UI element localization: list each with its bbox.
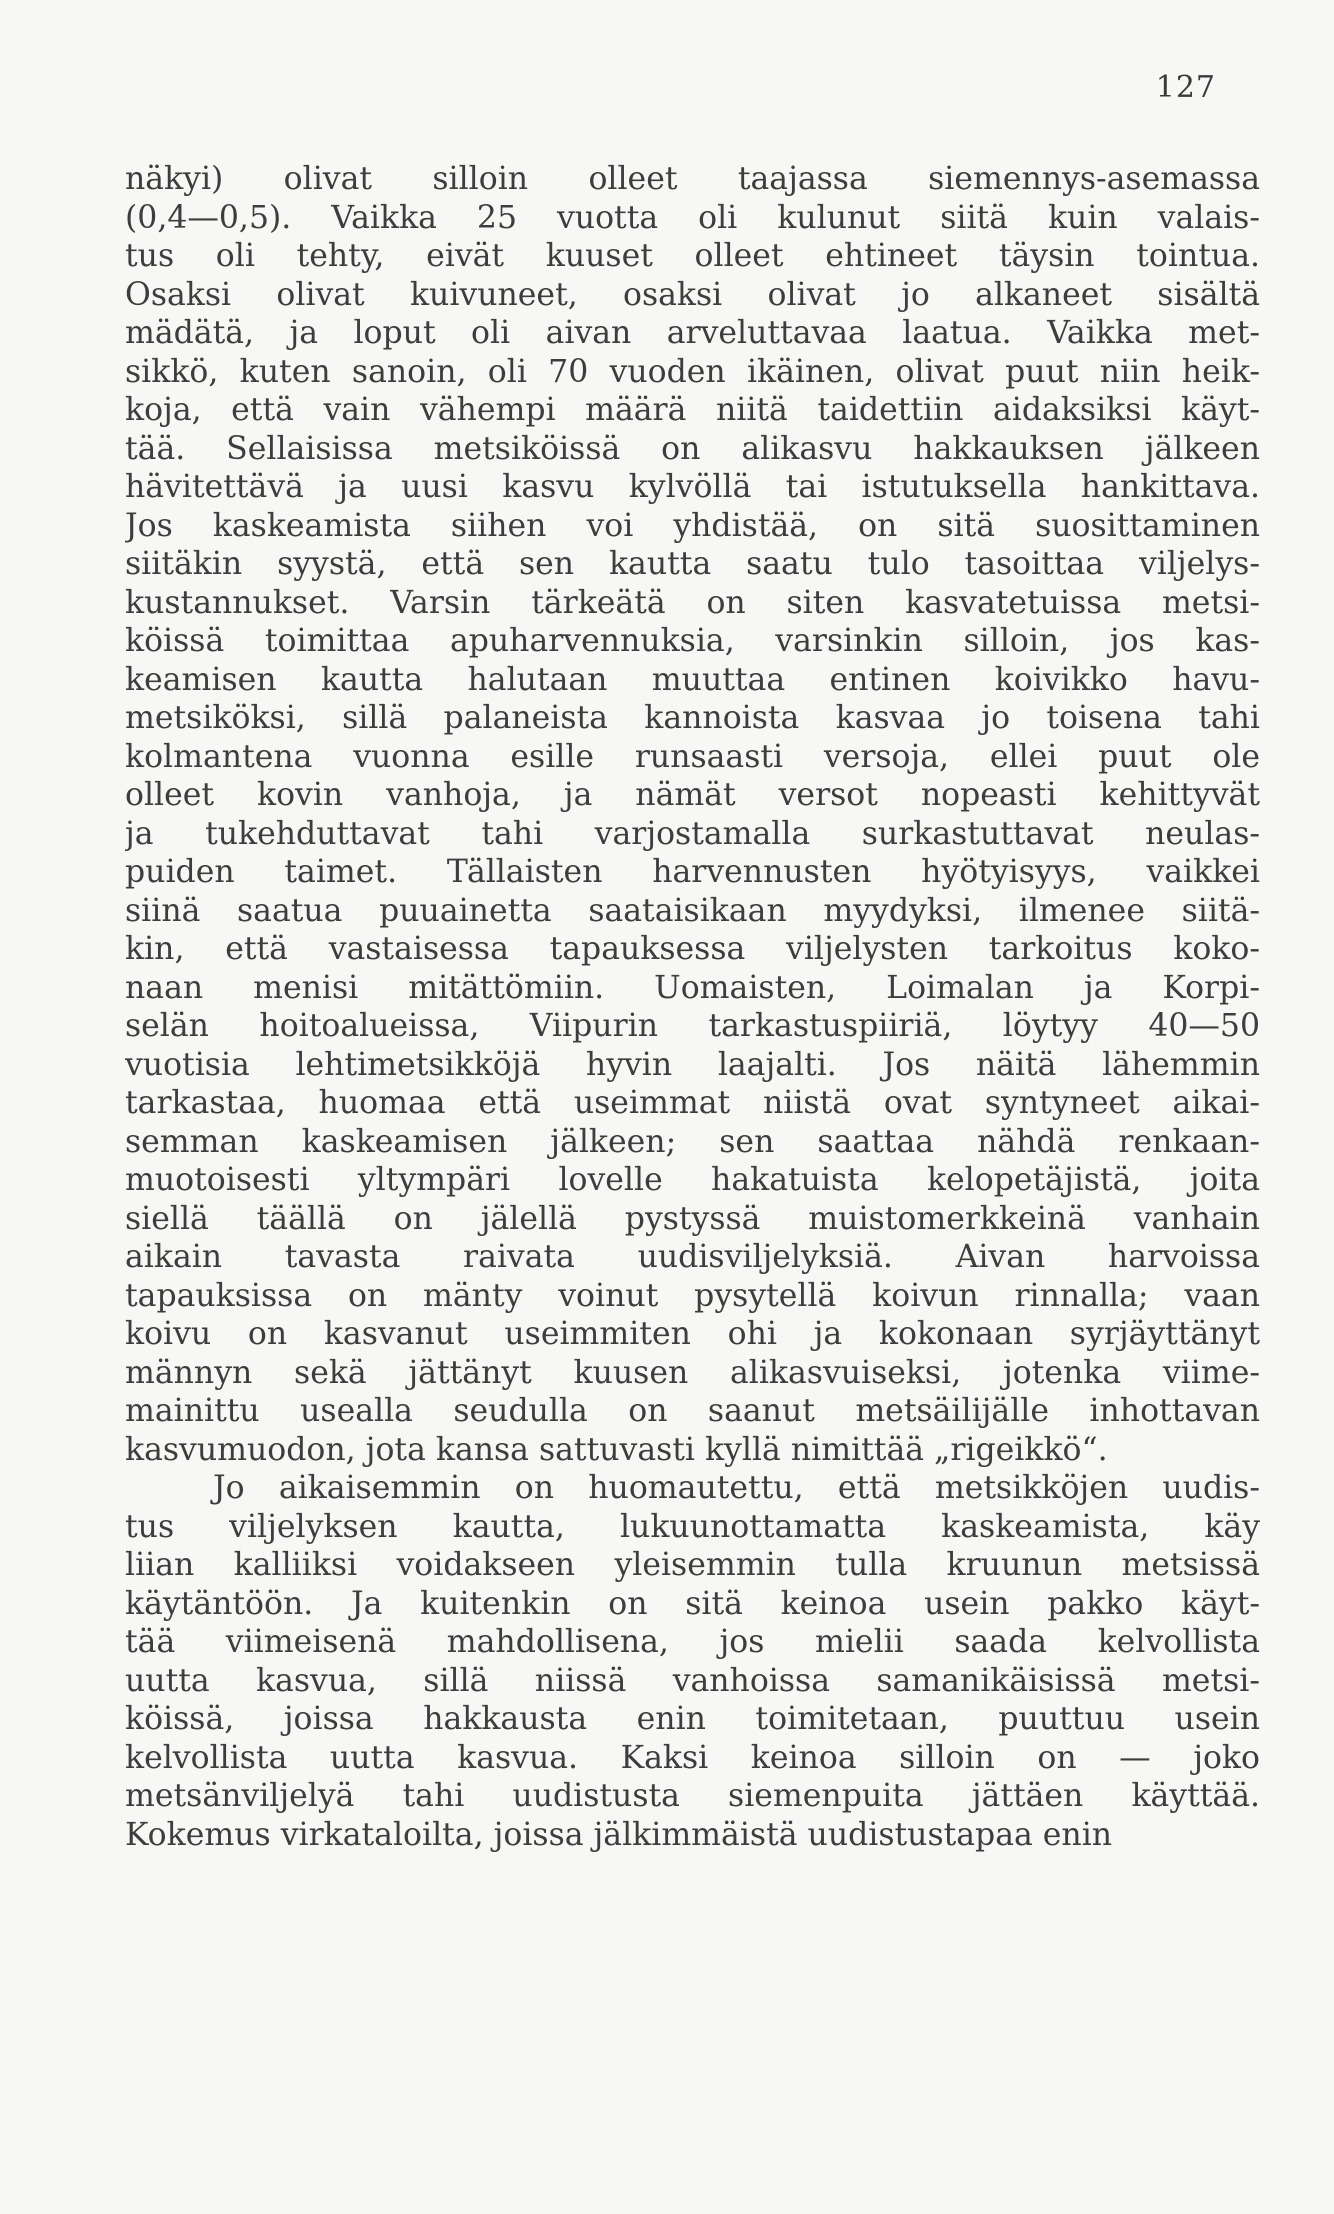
- text-line: koivu on kasvanut useimmiten ohi ja kokonaan syrjäyttänyt: [125, 1316, 1260, 1352]
- text-line: liian kalliiksi voidakseen yleisemmin tulla kruunun metsissä: [125, 1547, 1260, 1583]
- text-line: naan menisi mitättömiin. Uomaisten, Loimalan ja Korpi-: [125, 969, 1260, 1006]
- text-line: uutta kasvua, sillä niissä vanhoissa samanikäisissä metsi-: [125, 1662, 1260, 1699]
- text-line: tus oli tehty, eivät kuuset olleet ehtineet täysin tointua.: [125, 238, 1260, 274]
- paragraph-1: [125, 160, 1260, 1469]
- text-line: metsiköksi, sillä palaneista kannoista kasvaa jo toisena tahi: [125, 700, 1260, 736]
- text-line: männyn sekä jättänyt kuusen alikasvuiseksi, jotenka viime-: [125, 1354, 1260, 1391]
- text-line: köissä, joissa hakkausta enin toimitetaan, puuttuu usein: [125, 1701, 1260, 1737]
- text-line: tarkastaa, huomaa että useimmat niistä ovat syntyneet aikai-: [125, 1085, 1260, 1121]
- text-line: kelvollista uutta kasvua. Kaksi keinoa silloin on — joko: [125, 1739, 1260, 1776]
- text-line: olleet kovin vanhoja, ja nämät versot nopeasti kehittyvät: [125, 777, 1260, 813]
- text-line: käytäntöön. Ja kuitenkin on sitä keinoa usein pakko käyt-: [125, 1585, 1260, 1622]
- text-line: tapauksissa on mänty voinut pysytellä koivun rinnalla; vaan: [125, 1277, 1260, 1314]
- text-line: semman kaskeamisen jälkeen; sen saattaa nähdä renkaan-: [125, 1123, 1260, 1160]
- text-line: siitäkin syystä, että sen kautta saatu tulo tasoittaa viljelys-: [125, 546, 1260, 582]
- text-line: aikain tavasta raivata uudisviljelyksiä. Aivan harvoissa: [125, 1239, 1260, 1275]
- text-line: vuotisia lehtimetsikköjä hyvin laajalti. Jos näitä lähemmin: [125, 1046, 1260, 1083]
- text-line: Jos kaskeamista siihen voi yhdistää, on sitä suosittaminen: [125, 507, 1260, 544]
- text-line: mädätä, ja loput oli aivan arveluttavaa laatua. Vaikka met-: [125, 315, 1260, 351]
- text-line: hävitettävä ja uusi kasvu kylvöllä tai istutuksella hankittava.: [125, 469, 1260, 505]
- text-line: puiden taimet. Tällaisten harvennusten hyötyisyys, vaikkei: [125, 854, 1260, 890]
- text-line: Jo aikaisemmin on huomautettu, että metsikköjen uudis-: [213, 1470, 1260, 1506]
- text-line: metsänviljelyä tahi uudistusta siemenpuita jättäen käyttää.: [125, 1778, 1260, 1814]
- text-line: kustannukset. Varsin tärkeätä on siten kasvatetuissa metsi-: [125, 584, 1260, 621]
- paragraph-2: [125, 1469, 1260, 1854]
- text-line: siellä täällä on jälellä pystyssä muistomerkkeinä vanhain: [125, 1200, 1260, 1237]
- text-line: kin, että vastaisessa tapauksessa viljelysten tarkoitus koko-: [125, 931, 1260, 967]
- text-line: Kokemus virkataloilta, joissa jälkimmäistä uudistustapaa enin: [125, 1816, 1113, 1853]
- text-line: sikkö, kuten sanoin, oli 70 vuoden ikäinen, olivat puut niin heik-: [125, 353, 1260, 390]
- text-line: näkyi) olivat silloin olleet taajassa siemennys-asemassa: [125, 161, 1260, 197]
- text-line: ja tukehduttavat tahi varjostamalla surkastuttavat neulas-: [125, 815, 1260, 852]
- text-line: (0,4—0,5). Vaikka 25 vuotta oli kulunut siitä kuin valais-: [125, 199, 1260, 236]
- text-line: tus viljelyksen kautta, lukuunottamatta kaskeamista, käy: [125, 1508, 1260, 1545]
- text-line: koja, että vain vähempi määrä niitä taidettiin aidaksiksi käyt-: [125, 392, 1260, 428]
- page-number: 127: [1155, 70, 1216, 105]
- text-line: kolmantena vuonna esille runsaasti versoja, ellei puut ole: [125, 738, 1260, 775]
- text-line: keamisen kautta halutaan muuttaa entinen koivikko havu-: [125, 661, 1260, 698]
- text-line: tää. Sellaisissa metsiköissä on alikasvu hakkauksen jälkeen: [125, 430, 1260, 467]
- text-line: köissä toimittaa apuharvennuksia, varsinkin silloin, jos kas-: [125, 623, 1260, 659]
- text-line: mainittu usealla seudulla on saanut metsäilijälle inhottavan: [125, 1393, 1260, 1429]
- text-line: Osaksi olivat kuivuneet, osaksi olivat jo alkaneet sisältä: [125, 276, 1260, 313]
- text-line: tää viimeisenä mahdollisena, jos mielii saada kelvollista: [125, 1624, 1260, 1660]
- text-line: selän hoitoalueissa, Viipurin tarkastuspiiriä, löytyy 40—50: [125, 1008, 1260, 1044]
- body-text: [125, 160, 1260, 1854]
- text-line: kasvumuodon, jota kansa sattuvasti kyllä nimittää „rigeikkö“.: [125, 1431, 1108, 1468]
- text-line: siinä saatua puuainetta saataisikaan myydyksi, ilmenee siitä-: [125, 892, 1260, 929]
- text-line: muotoisesti yltympäri lovelle hakatuista kelopetäjistä, joita: [125, 1162, 1260, 1198]
